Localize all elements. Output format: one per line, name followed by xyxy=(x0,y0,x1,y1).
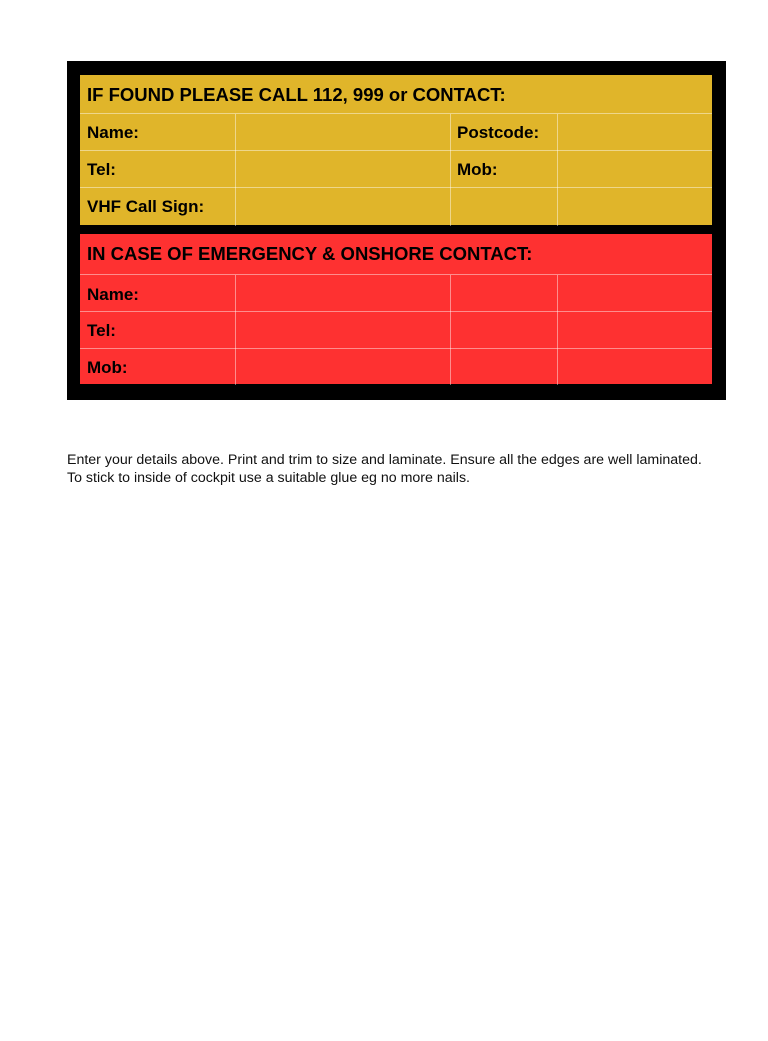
found-name-row xyxy=(80,113,712,151)
emergency-mob-field-3[interactable] xyxy=(557,349,712,385)
found-tel-label: Tel: xyxy=(87,160,116,179)
found-vhf-field-2[interactable] xyxy=(450,188,557,226)
found-vhf-field-3[interactable] xyxy=(557,188,712,226)
found-name-field[interactable] xyxy=(235,114,450,151)
emergency-contact-card xyxy=(67,61,726,400)
emergency-name-field-3[interactable] xyxy=(557,275,712,312)
emergency-heading: IN CASE OF EMERGENCY & ONSHORE CONTACT: xyxy=(87,243,533,264)
emergency-name-field-2[interactable] xyxy=(450,275,557,312)
emergency-mob-field-2[interactable] xyxy=(450,349,557,385)
emergency-tel-field-3[interactable] xyxy=(557,312,712,349)
found-mob-field[interactable] xyxy=(557,151,712,188)
found-vhf-label: VHF Call Sign: xyxy=(87,197,205,216)
found-vhf-field[interactable] xyxy=(235,188,450,226)
found-name-label: Name: xyxy=(87,123,139,142)
emergency-tel-label: Tel: xyxy=(87,321,116,340)
emergency-name-label: Name: xyxy=(87,285,139,304)
emergency-mob-row xyxy=(80,348,712,385)
found-vhf-row xyxy=(80,187,712,226)
found-postcode-field[interactable] xyxy=(557,114,712,151)
emergency-tel-row xyxy=(80,311,712,349)
found-mob-label-cell xyxy=(450,151,557,188)
emergency-name-field[interactable] xyxy=(235,275,450,312)
emergency-heading-row xyxy=(80,234,712,274)
emergency-tel-field-2[interactable] xyxy=(450,312,557,349)
emergency-mob-field[interactable] xyxy=(235,349,450,385)
found-tel-row xyxy=(80,150,712,188)
found-postcode-label-cell xyxy=(450,114,557,151)
emergency-name-row xyxy=(80,274,712,312)
found-mob-label: Mob: xyxy=(457,160,498,179)
emergency-mob-label: Mob: xyxy=(87,358,128,377)
if-found-panel xyxy=(80,75,712,225)
emergency-tel-field[interactable] xyxy=(235,312,450,349)
found-tel-field[interactable] xyxy=(235,151,450,188)
instructions-text: Enter your details above. Print and trim to size and laminate. Ensure all the edges are well laminated. To stick to inside of cockpit use a suitable glue eg no more nails. xyxy=(67,452,702,487)
found-postcode-label: Postcode: xyxy=(457,123,540,142)
if-found-heading: IF FOUND PLEASE CALL 112, 999 or CONTACT: xyxy=(87,84,506,105)
emergency-panel xyxy=(80,234,712,384)
if-found-heading-row xyxy=(80,75,712,113)
